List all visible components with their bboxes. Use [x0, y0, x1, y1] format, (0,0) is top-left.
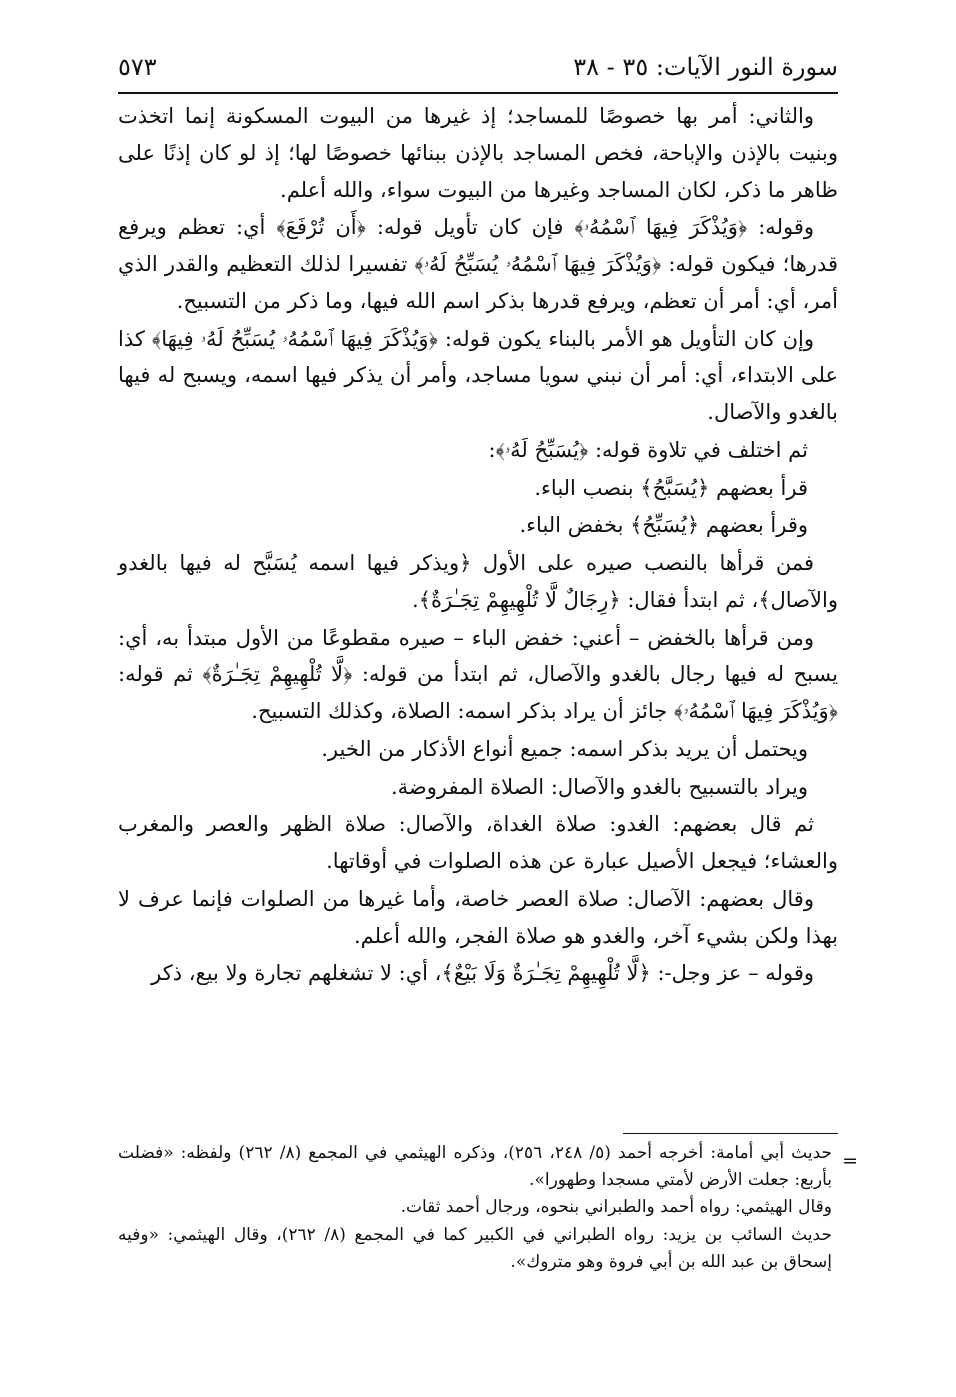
paragraph: وقال بعضهم: الآصال: صلاة العصر خاصة، وأما غيرها من الصلوات فإنما عرف لا بهذا ولكن بشيء آخر، والغدو هو صلاة الفجر، والله أعلم. [118, 886, 838, 948]
paragraph: ويراد بالتسبيح بالغدو والآصال: الصلاة المفروضة. [391, 774, 808, 799]
footnote-rule [623, 1133, 838, 1134]
footnotes [118, 1140, 832, 1276]
paragraph: ثم قال بعضهم: الغدو: صلاة الغداة، والآصال: صلاة الظهر والعصر والمغرب والعشاء؛ فيجعل الأصيل عبارة عن هذه الصلوات في أوقاتها. [118, 812, 838, 873]
footnote: وقال الهيثمي: رواه أحمد والطبراني بنحوه، ورجال أحمد ثقات. [400, 1197, 832, 1218]
running-header [118, 44, 838, 90]
paragraph: وإن كان التأويل هو الأمر بالبناء يكون قوله: ﴿وَيُذْكَرَ فِيهَا ٱسْمُهُۥ يُسَبِّحُ لَهُۥ فِيهَا﴾ كذا على الابتداء، أي: أمر أن نبني سويا مساجد، وأمر أن يذكر فيها اسمه، ويسبح له فيها بالغدو والآصال. [118, 326, 838, 424]
paragraph: ومن قرأها بالخفض – أعني: خفض الباء – صيره مقطوعًا من الأول مبتدأ به، أي: يسبح له فيها رجال بالغدو والآصال، ثم ابتدأ من قوله: ﴿لَّا تُلْهِيهِمْ تِجَـٰرَةٌ﴾ ثم قوله: ﴿وَيُذْكَرَ فِيهَا ٱسْمُهُۥ﴾ جائز أن يراد بذكر اسمه: الصلاة، وكذلك التسبيح. [118, 625, 838, 723]
footnote-continuation-mark: = [842, 1150, 858, 1172]
footnote: حديث السائب بن يزيد: رواه الطبراني في الكبير كما في المجمع (٨/ ٢٦٢)، وقال الهيثمي: «وفيه إسحاق بن عبد الله بن أبي فروة وهو متروك». [118, 1224, 832, 1272]
paragraph: ويحتمل أن يريد بذكر اسمه: جميع أنواع الأذكار من الخير. [321, 736, 808, 761]
header-rule [118, 92, 838, 94]
paragraph: قرأ بعضهم ﴿يُسَبَّحُ﴾ بنصب الباء. [534, 475, 808, 500]
paragraph: والثاني: أمر بها خصوصًا للمساجد؛ إذ غيرها من البيوت المسكونة إنما اتخذت وبنيت بالإذن والإباحة، فخص المساجد بالإذن ببنائها خصوصًا لها؛ إذ لو كان إذنًا على ظاهر ما ذكر، لكان المساجد وغيرها من البيوت سواء، والله أعلم. [118, 104, 838, 202]
surah-title: سورة النور الآيات: ٣٥ - ٣٨ [573, 53, 838, 81]
paragraph: ثم اختلف في تلاوة قوله: ﴿يُسَبِّحُ لَهُۥ﴾: [488, 437, 808, 462]
footnote: حديث أبي أمامة: أخرجه أحمد (٥/ ٢٤٨، ٢٥٦)، وذكره الهيثمي في المجمع (٨/ ٢٦٢) ولفظه: «فضلت بأربع: جعلت الأرض لأمتي مسجدا وطهورا». [118, 1143, 833, 1191]
main-text [118, 98, 838, 993]
page-number: ٥٧٣ [118, 53, 157, 81]
paragraph: فمن قرأها بالنصب صيره على الأول ﴿ويذكر فيها اسمه يُسَبَّح له فيها بالغدو والآصال﴾، ثم ابتدأ فقال: ﴿رِجَالٌ لَّا تُلْهِيهِمْ تِجَـٰرَةٌ﴾. [118, 551, 838, 612]
paragraph: وقوله – عز وجل-: ﴿لَّا تُلْهِيهِمْ تِجَـٰرَةٌ وَلَا بَيْعٌ﴾، أي: لا تشغلهم تجارة ولا بيع، ذكر [151, 961, 814, 986]
paragraph: وقرأ بعضهم ﴿يُسَبِّحُ﴾ بخفض الباء. [519, 513, 808, 538]
paragraph: وقوله: ﴿وَيُذْكَرَ فِيهَا ٱسْمُهُۥ﴾ فإن كان تأويل قوله: ﴿أَن تُرْفَعَ﴾ أي: تعظم ويرفع قدرها؛ فيكون قوله: ﴿وَيُذْكَرَ فِيهَا ٱسْمُهُۥ يُسَبِّحُ لَهُۥ﴾ تفسيرا لذلك التعظيم والقدر الذي أمر، أي: أمر أن تعظم، ويرفع قدرها بذكر اسم الله فيها، وما ذكر من التسبيح. [118, 215, 838, 313]
